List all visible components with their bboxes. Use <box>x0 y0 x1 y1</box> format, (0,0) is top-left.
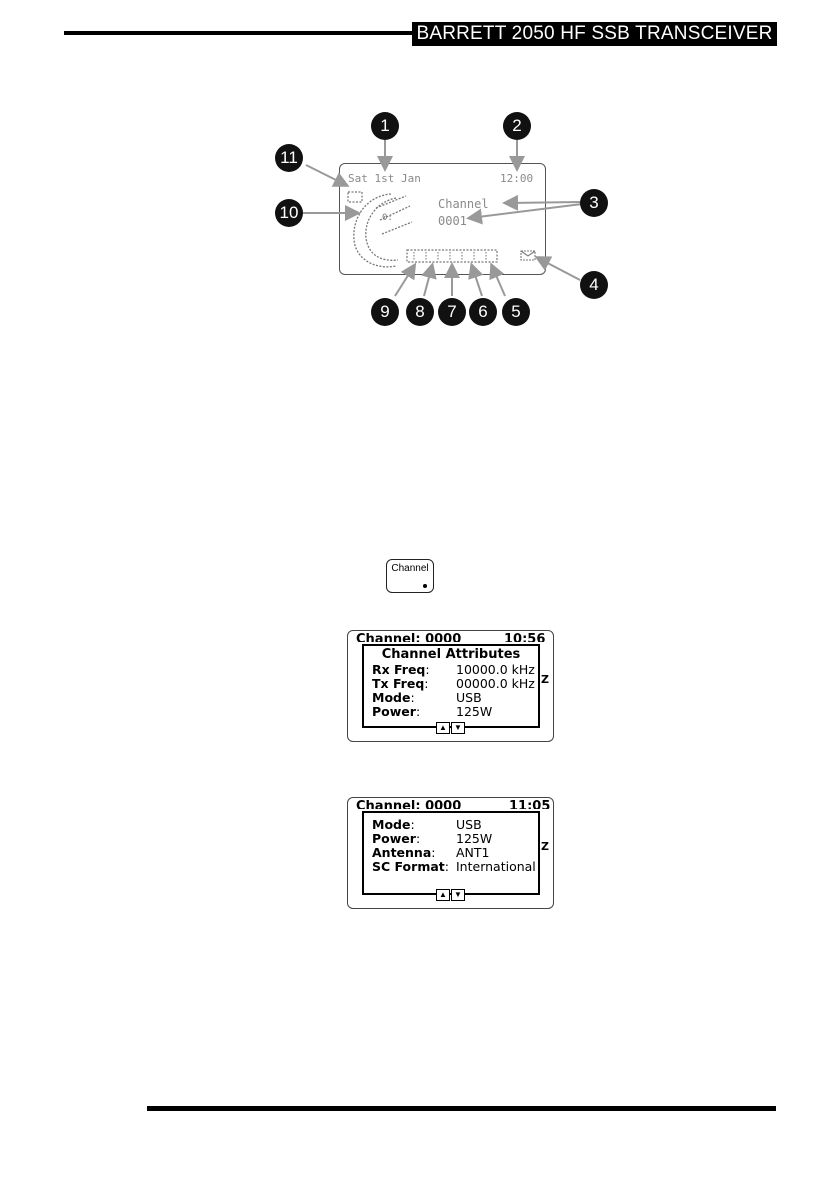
attr-label: Power <box>372 831 416 846</box>
channel-attributes-screen <box>347 630 554 742</box>
attr-value: 125W <box>456 704 493 719</box>
channel-attributes-screen-2 <box>347 797 554 909</box>
callout-6: 6 <box>469 298 497 326</box>
attr-label: Mode <box>372 817 411 832</box>
screen1-top-right: 10:56 <box>504 633 546 642</box>
popup-title: Channel Attributes <box>381 647 521 662</box>
lcd-channel-number: 0001 <box>438 214 467 228</box>
lcd-date: Sat 1st Jan <box>348 172 421 185</box>
footer-rule <box>147 1106 776 1111</box>
screen2-side-mark: Z <box>541 840 549 853</box>
callout-5: 5 <box>502 298 530 326</box>
callout-3: 3 <box>580 189 608 217</box>
attr-label: Mode <box>372 690 411 705</box>
attr-value: ANT1 <box>456 845 490 860</box>
attr-value: USB <box>456 690 482 705</box>
attr-value: 125W <box>456 831 493 846</box>
attr-row <box>372 663 430 677</box>
screen1-side-mark: Z <box>541 673 549 686</box>
attr-value: 00000.0 kHz <box>456 676 535 691</box>
attr-row <box>372 691 415 705</box>
attr-sep: : <box>431 845 436 860</box>
attr-sep: : <box>415 831 421 846</box>
attr-value: USB <box>456 817 482 832</box>
callout-8: 8 <box>406 298 434 326</box>
channel-key-label: Channel <box>391 563 429 574</box>
up-arrow-icon: ▲ <box>436 722 450 734</box>
channel-attributes-popup <box>362 644 540 728</box>
down-arrow-icon: ▼ <box>451 889 465 901</box>
attr-row <box>372 677 429 691</box>
attr-sep: : <box>444 859 449 874</box>
callout-4: 4 <box>580 271 608 299</box>
callout-10: 10 <box>275 199 303 227</box>
callout-2: 2 <box>503 112 531 140</box>
attr-sep: : <box>415 704 421 719</box>
channel-attributes-popup-2 <box>362 811 540 895</box>
attr-row <box>372 846 435 860</box>
attr-label: Power <box>372 704 416 719</box>
screen1-top-left: Channel: 0000 <box>356 633 462 642</box>
attr-row <box>372 818 415 832</box>
key-dot-icon <box>423 584 427 588</box>
svg-text:0:: 0: <box>382 213 393 223</box>
down-arrow-icon: ▼ <box>451 722 465 734</box>
attr-label: Tx Freq <box>372 676 425 691</box>
lcd-time: 12:00 <box>500 172 534 185</box>
attr-sep: : <box>424 676 429 691</box>
header-title: BARRETT 2050 HF SSB TRANSCEIVER <box>412 22 777 46</box>
callout-7: 7 <box>438 298 466 326</box>
up-arrow-icon: ▲ <box>436 889 450 901</box>
attr-row <box>372 860 449 874</box>
attr-label: SC Format <box>372 859 445 874</box>
screen2-top-right: 11:05 <box>509 800 551 809</box>
attr-label: Antenna <box>372 845 432 860</box>
attr-value: 10000.0 kHz <box>456 662 535 677</box>
attr-sep: : <box>410 817 415 832</box>
callout-9: 9 <box>371 298 399 326</box>
callout-11: 11 <box>275 144 303 172</box>
callout-1: 1 <box>371 112 399 140</box>
lcd-channel-label: Channel <box>438 197 489 211</box>
attr-label: Rx Freq <box>372 662 426 677</box>
channel-key-icon <box>386 559 434 593</box>
attr-row <box>372 705 420 719</box>
callout-arrows <box>0 0 839 340</box>
attr-row <box>372 832 420 846</box>
screen2-top-left: Channel: 0000 <box>356 800 462 809</box>
attr-sep: : <box>410 690 415 705</box>
attr-sep: : <box>425 662 430 677</box>
attr-value: International <box>456 859 536 874</box>
